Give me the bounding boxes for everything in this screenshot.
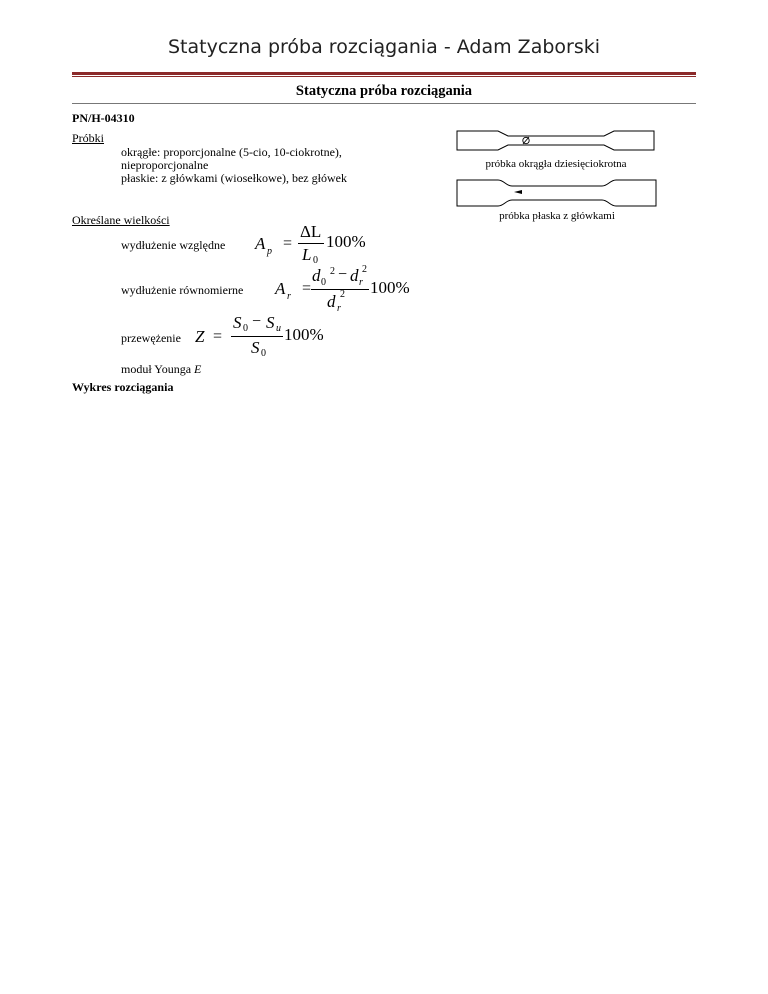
uniform-symbol: A bbox=[275, 279, 286, 298]
elongation-denominator-sub: 0 bbox=[313, 255, 318, 266]
necking-fraction-bar bbox=[231, 336, 283, 337]
elongation-label: wydłużenie względne bbox=[121, 238, 226, 252]
uniform-num-d0: d bbox=[312, 266, 321, 285]
standard-number: PN/H-04310 bbox=[72, 111, 135, 125]
modulus-line bbox=[121, 362, 201, 377]
header-rule bbox=[72, 72, 696, 75]
necking-den-s0-sub: 0 bbox=[261, 348, 266, 359]
samples-heading: Próbki bbox=[72, 131, 105, 145]
necking-num-s0: S bbox=[233, 313, 242, 332]
title-rule bbox=[72, 103, 696, 104]
uniform-den-dr: d bbox=[327, 292, 336, 311]
necking-minus: − bbox=[252, 313, 262, 330]
elongation-equals: = bbox=[283, 235, 293, 252]
elongation-numerator: ΔL bbox=[300, 222, 322, 241]
uniform-symbol-sub: r bbox=[287, 291, 291, 302]
necking-equals: = bbox=[213, 328, 223, 345]
uniform-minus: − bbox=[338, 266, 348, 283]
modulus-symbol: E bbox=[194, 362, 202, 376]
uniform-num-d0-sub: 0 bbox=[321, 277, 326, 288]
uniform-num-dr-sup: 2 bbox=[362, 264, 367, 275]
necking-label: przewężenie bbox=[121, 331, 181, 345]
quantities-heading: Określane wielkości bbox=[72, 213, 170, 227]
uniform-den-dr-sup: 2 bbox=[340, 289, 345, 300]
samples-line-flat: płaskie: z główkami (wiosełkowe), bez główek bbox=[121, 171, 347, 185]
elongation-percent: 100% bbox=[326, 232, 366, 251]
samples-line-nonprop: nieproporcjonalne bbox=[121, 158, 209, 172]
uniform-num-dr: d bbox=[350, 266, 359, 285]
uniform-equals: = bbox=[302, 280, 312, 297]
round-specimen-drawing bbox=[456, 128, 656, 154]
document-title: Statyczna próba rozciągania bbox=[295, 83, 473, 99]
necking-percent: 100% bbox=[284, 325, 324, 344]
elongation-symbol-sub: p bbox=[267, 246, 272, 257]
flat-specimen-drawing bbox=[456, 178, 658, 208]
elongation-denominator: L bbox=[302, 245, 312, 264]
uniform-percent: 100% bbox=[370, 278, 410, 297]
header-rule-thin bbox=[72, 76, 696, 77]
uniform-label: wydłużenie równomierne bbox=[121, 283, 244, 297]
elongation-fraction-bar bbox=[298, 243, 324, 244]
necking-num-su-sub: u bbox=[276, 323, 281, 334]
necking-den-s0: S bbox=[251, 338, 260, 357]
modulus-label: moduł Younga bbox=[121, 362, 192, 376]
necking-symbol: Z bbox=[195, 327, 205, 346]
flat-specimen-caption: próbka płaska z główkami bbox=[499, 210, 615, 222]
page-header-title: Statyczna próba rozciągania - Adam Zaborski bbox=[167, 36, 601, 58]
chart-heading: Wykres rozciągania bbox=[72, 380, 174, 394]
uniform-num-d0-sup: 2 bbox=[330, 266, 335, 277]
necking-num-s0-sub: 0 bbox=[243, 323, 248, 334]
round-specimen-caption: próbka okrągła dziesięciokrotna bbox=[485, 158, 627, 170]
uniform-den-dr-sub: r bbox=[337, 303, 341, 314]
uniform-num-dr-sub: r bbox=[359, 277, 363, 288]
elongation-symbol: A bbox=[255, 234, 266, 253]
samples-line-round: okrągłe: proporcjonalne (5-cio, 10-ciokrotne), bbox=[121, 145, 342, 159]
necking-num-su: S bbox=[266, 313, 275, 332]
